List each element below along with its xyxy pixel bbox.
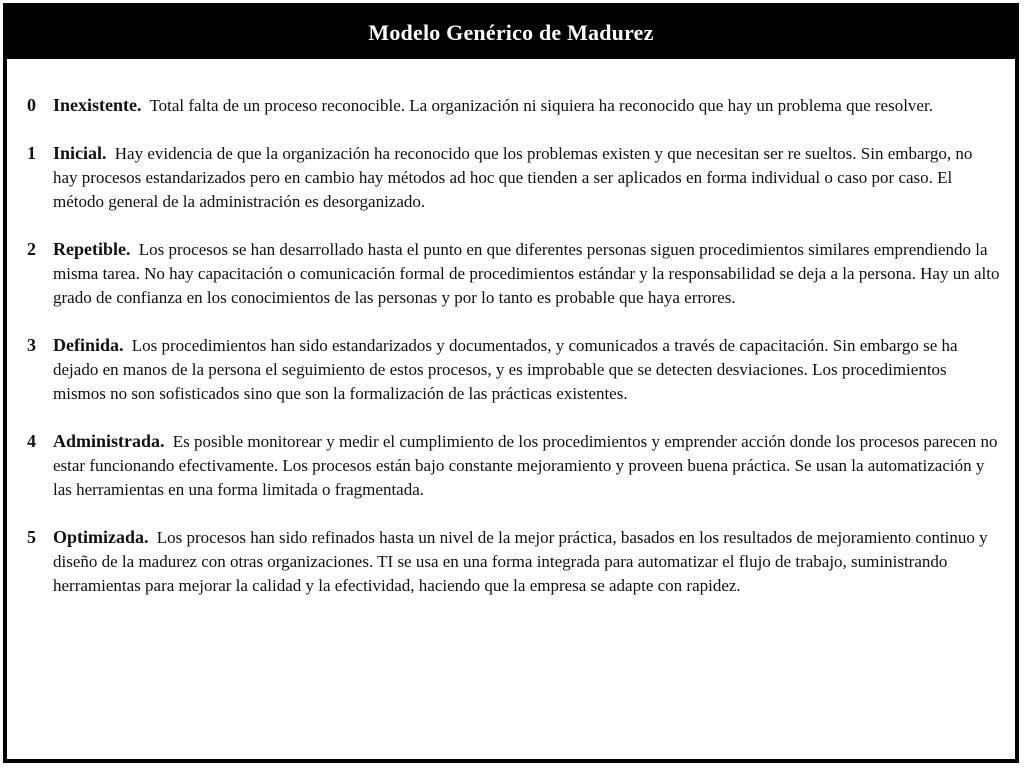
level-name: Optimizada. bbox=[53, 527, 149, 547]
level-name: Inexistente. bbox=[53, 95, 142, 115]
level-name: Inicial. bbox=[53, 143, 107, 163]
page-title: Modelo Genérico de Madurez bbox=[368, 20, 654, 45]
level-number: 3 bbox=[27, 335, 36, 355]
maturity-model-box bbox=[3, 3, 1019, 763]
level-name: Administrada. bbox=[53, 431, 165, 451]
level-number: 1 bbox=[27, 143, 36, 163]
level-number: 2 bbox=[27, 239, 36, 259]
level-name: Definida. bbox=[53, 335, 124, 355]
level-description: Hay evidencia de que la organización ha reconocido que los problemas existen y que necesitan ser re sueltos. Sin embargo, no hay procesos estandarizados pero en cambio hay métodos ad hoc que tienden a ser aplicados en forma individual o caso por caso. El método general de la administración es desorganizado. bbox=[53, 144, 973, 211]
level-item-2 bbox=[25, 237, 1001, 310]
level-description: Es posible monitorear y medir el cumplimiento de los procedimientos y emprender acción donde los procesos parecen no estar funcionando efectivamente. Los procesos están bajo constante mejoramiento y proveen buena práctica. Se usan la automatización y las herramientas en una forma limitada o fragmentada. bbox=[53, 432, 998, 499]
level-number: 5 bbox=[27, 527, 36, 547]
level-item-0 bbox=[25, 93, 1001, 118]
maturity-levels-list bbox=[25, 93, 1001, 621]
level-number: 4 bbox=[27, 431, 36, 451]
level-item-3 bbox=[25, 333, 1001, 406]
level-item-5 bbox=[25, 525, 1001, 598]
level-item-4 bbox=[25, 429, 1001, 502]
level-item-1 bbox=[25, 141, 1001, 214]
level-description: Los procedimientos han sido estandarizados y documentados, y comunicados a través de capacitación. Sin embargo se ha dejado en manos de la persona el seguimiento de estos procesos, y es improbable que se detecten desviaciones. Los procedimientos mismos no son sofisticados sino que son la formalización de las prácticas existentes. bbox=[53, 336, 958, 403]
level-name: Repetible. bbox=[53, 239, 131, 259]
header-bar bbox=[7, 7, 1015, 59]
level-description: Los procesos se han desarrollado hasta el punto en que diferentes personas siguen procedimientos similares emprendiendo la misma tarea. No hay capacitación o comunicación formal de procedimientos estándar y la responsabilidad se deja a la persona. Hay un alto grado de confianza en los conocimientos de las personas y por lo tanto es probable que haya errores. bbox=[53, 240, 1000, 307]
level-description: Los procesos han sido refinados hasta un nivel de la mejor práctica, basados en los resultados de mejoramiento continuo y diseño de la madurez con otras organizaciones. TI se usa en una forma integrada para automatizar el flujo de trabajo, suministrando herramientas para mejorar la calidad y la efectividad, haciendo que la empresa se adapte con rapidez. bbox=[53, 528, 988, 595]
level-number: 0 bbox=[27, 95, 36, 115]
level-description: Total falta de un proceso reconocible. La organización ni siquiera ha reconocido que hay un problema que resolver. bbox=[149, 96, 933, 115]
